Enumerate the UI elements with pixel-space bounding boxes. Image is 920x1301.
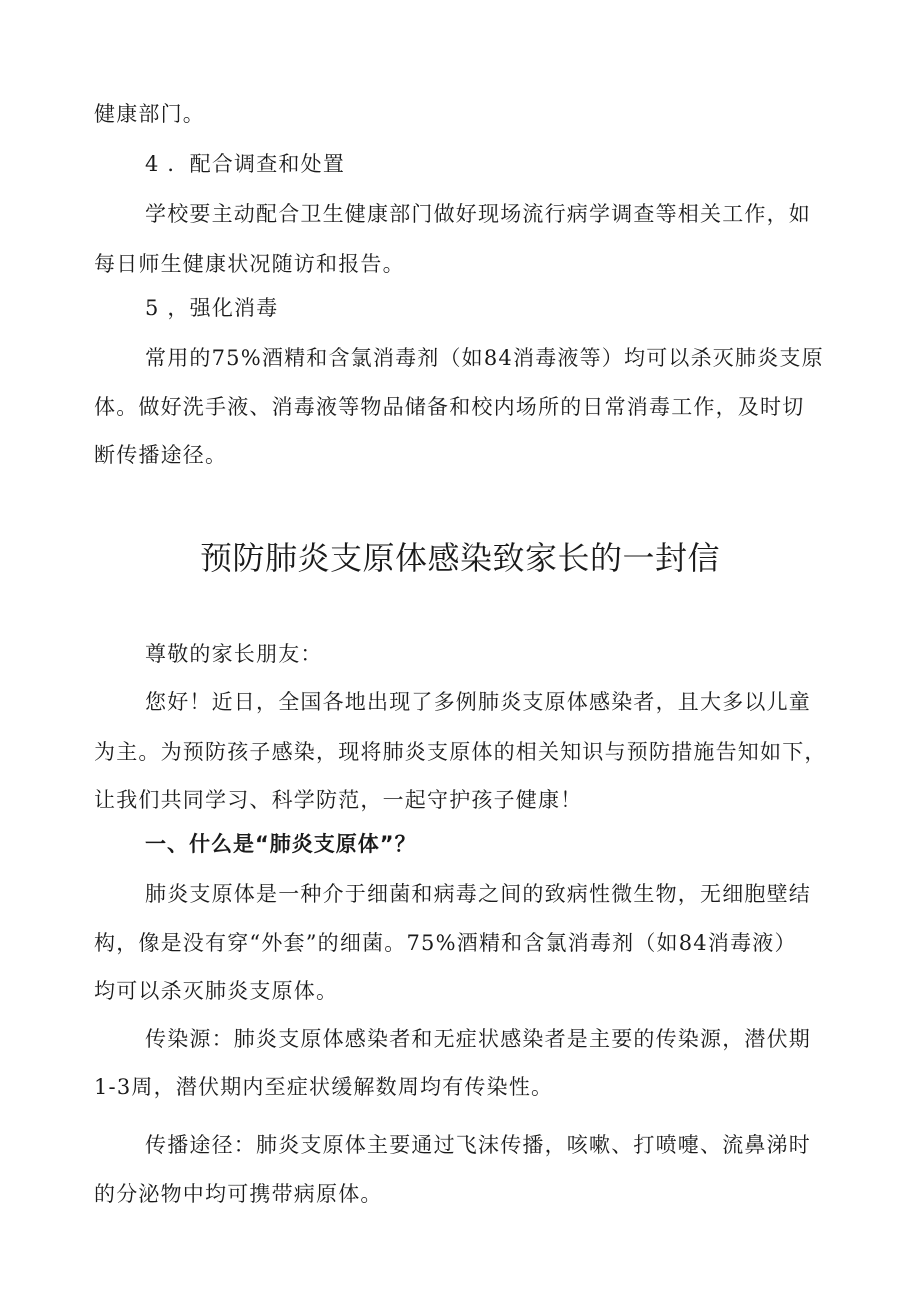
- item-5-heading: 5 ，强化消毒: [145, 296, 279, 320]
- paragraph-line: 每日师生健康状况随访和报告。: [94, 252, 405, 276]
- paragraph-line: 学校要主动配合卫生健康部门做好现场流行病学调查等相关工作，如: [145, 202, 811, 226]
- paragraph-line: 断传播途径。: [94, 443, 228, 467]
- paragraph-line: 健康部门。: [94, 102, 205, 126]
- paragraph-line: 传播途径：肺炎支原体主要通过飞沫传播，咳嗽、打喷嚏、流鼻涕时: [145, 1133, 811, 1157]
- paragraph-line: 肺炎支原体是一种介于细菌和病毒之间的致病性微生物，无细胞壁结: [145, 882, 811, 906]
- paragraph-line: 均可以杀灭肺炎支原体。: [94, 979, 339, 1003]
- paragraph-line: 常用的75%酒精和含氯消毒剂（如84消毒液等）均可以杀灭肺炎支原: [145, 346, 824, 370]
- letter-title: 预防肺炎支原体感染致家长的一封信: [199, 539, 720, 577]
- salutation: 尊敬的家长朋友：: [145, 642, 323, 666]
- paragraph-line: 让我们共同学习、科学防范，一起守护孩子健康！: [94, 788, 583, 812]
- paragraph-line: 的分泌物中均可携带病原体。: [94, 1182, 383, 1206]
- paragraph-line: 构，像是没有穿“外套”的细菌。75%酒精和含氯消毒剂（如84消毒液）: [94, 931, 797, 955]
- section-1-heading: 一、什么是“肺炎支原体”？: [145, 832, 417, 856]
- item-4-heading: 4 ．配合调查和处置: [145, 152, 346, 176]
- paragraph-line: 您好！近日，全国各地出现了多例肺炎支原体感染者，且大多以儿童: [145, 690, 811, 714]
- paragraph-line: 传染源：肺炎支原体感染者和无症状感染者是主要的传染源，潜伏期: [145, 1027, 811, 1051]
- paragraph-line: 1-3周，潜伏期内至症状缓解数周均有传染性。: [94, 1075, 554, 1099]
- paragraph-line: 体。做好洗手液、消毒液等物品储备和校内场所的日常消毒工作，及时切: [94, 395, 805, 419]
- paragraph-line: 为主。为预防孩子感染，现将肺炎支原体的相关知识与预防措施告知如下，: [94, 740, 827, 764]
